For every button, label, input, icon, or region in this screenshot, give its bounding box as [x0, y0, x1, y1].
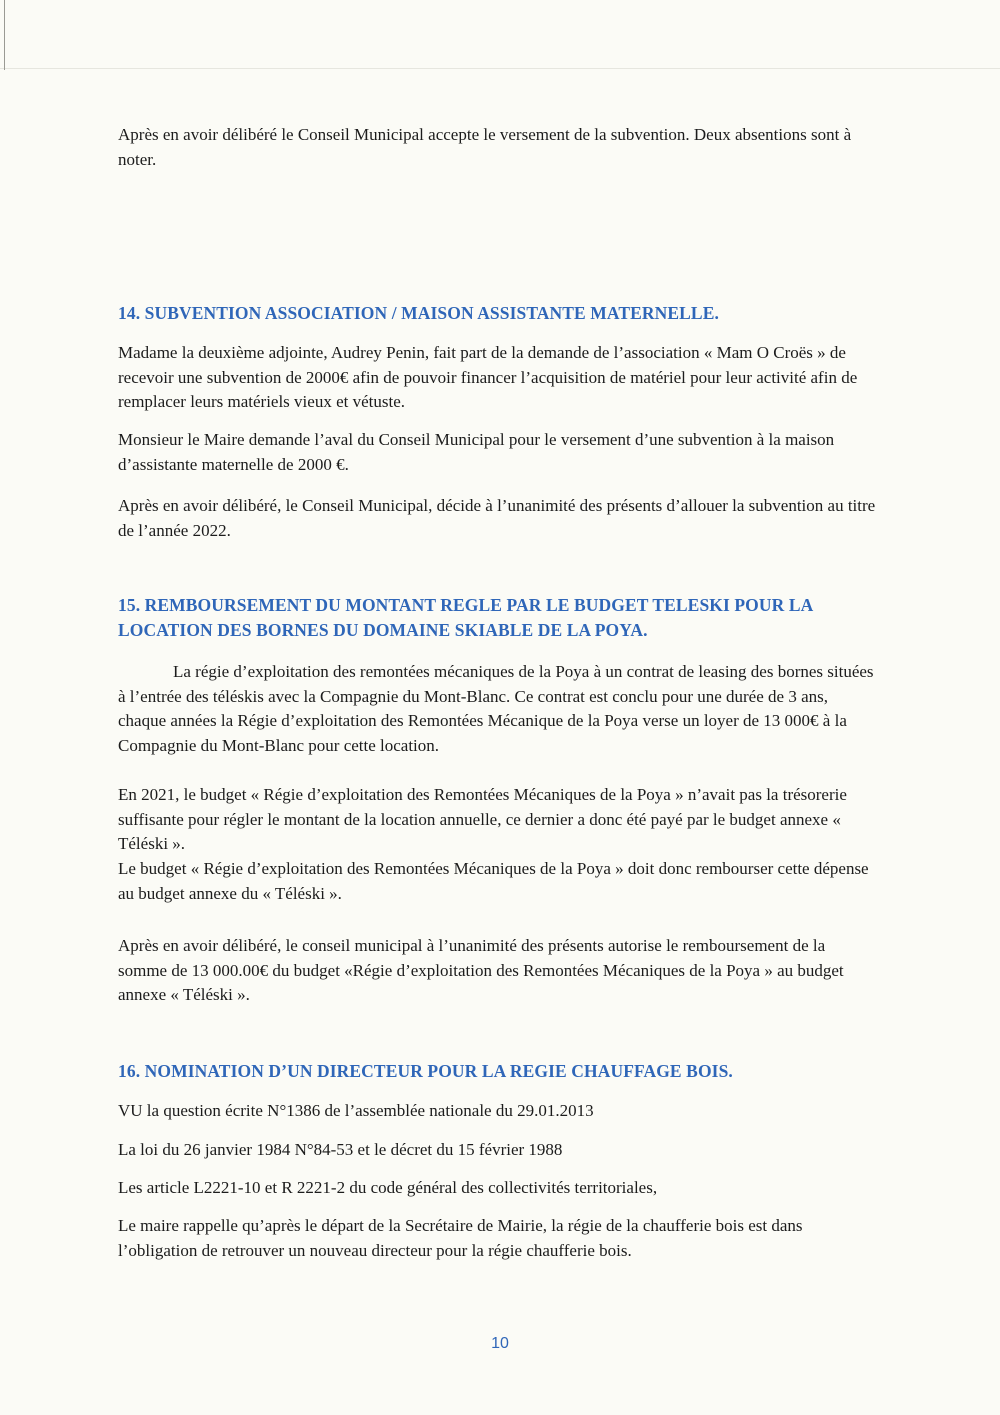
section-heading-15: 15. REMBOURSEMENT DU MONTANT REGLE PAR LE BUDGET TELESKI POUR LA LOCATION DES BORNES DU DOMAINE SKIABLE DE LA POYA. — [118, 595, 813, 640]
paragraph-15-budget-2021: En 2021, le budget « Régie d’exploitation des Remontées Mécaniques de la Poya » n’avait pas la trésorerie suffisante pour régler le montant de la location annuelle, ce dernier a donc été payé par le budget annexe « Téléski ». — [118, 785, 847, 853]
paragraph-14-maire: Monsieur le Maire demande l’aval du Conseil Municipal pour le versement d’une subvention à la maison d’assistante maternelle de 2000 €. — [118, 430, 835, 474]
paragraph-16-loi: La loi du 26 janvier 1984 N°84-53 et le décret du 15 février 1988 — [118, 1140, 563, 1159]
paragraph-16-vu: VU la question écrite N°1386 de l’assemblée nationale du 29.01.2013 — [118, 1101, 594, 1120]
page-number: 10 — [491, 1335, 509, 1352]
paragraph-15-rembourser: Le budget « Régie d’exploitation des Remontées Mécaniques de la Poya » doit donc rembourser cette dépense au budget annexe du « Téléski ». — [118, 859, 869, 903]
section-heading-14: 14. SUBVENTION ASSOCIATION / MAISON ASSISTANTE MATERNELLE. — [118, 303, 719, 323]
section-heading-16: 16. NOMINATION D’UN DIRECTEUR POUR LA REGIE CHAUFFAGE BOIS. — [118, 1061, 733, 1081]
paragraph-14-request: Madame la deuxième adjointe, Audrey Penin, fait part de la demande de l’association « Mam O Croës » de recevoir une subvention de 2000€ afin de pouvoir financer l’acquisition de matériel pour leur activité afin de remplacer leurs matériels vieux et vétuste. — [118, 343, 858, 411]
paragraph-subvention-vote: Après en avoir délibéré le Conseil Municipal accepte le versement de la subvention. Deux absentions sont à noter. — [118, 125, 852, 169]
paragraph-15-decision: Après en avoir délibéré, le conseil municipal à l’unanimité des présents autorise le remboursement de la somme de 13 000.00€ du budget «Régie d’exploitation des Remontées Mécaniques de la Poya » au budget annexe « Téléski ». — [118, 936, 844, 1004]
paragraph-16-articles: Les article L2221-10 et R 2221-2 du code général des collectivités territoriales, — [118, 1178, 658, 1197]
paragraph-14-decision: Après en avoir délibéré, le Conseil Municipal, décide à l’unanimité des présents d’allouer la subvention au titre de l’année 2022. — [118, 496, 876, 540]
paragraph-15-context: La régie d’exploitation des remontées mécaniques de la Poya à un contrat de leasing des bornes situées à l’entrée des téléskis avec la Compagnie du Mont-Blanc. Ce contrat est conclu pour une durée de 3 ans, chaque années la Régie d’exploitation des Remontées Mécanique de la Poya verse un loyer de 13 000€ à la Compagnie du Mont-Blanc pour cette location. — [118, 662, 874, 755]
paragraph-16-rappel: Le maire rappelle qu’après le départ de la Secrétaire de Mairie, la régie de la chaufferie bois est dans l’obligation de retrouver un nouveau directeur pour la régie chaufferie bois. — [118, 1216, 803, 1260]
